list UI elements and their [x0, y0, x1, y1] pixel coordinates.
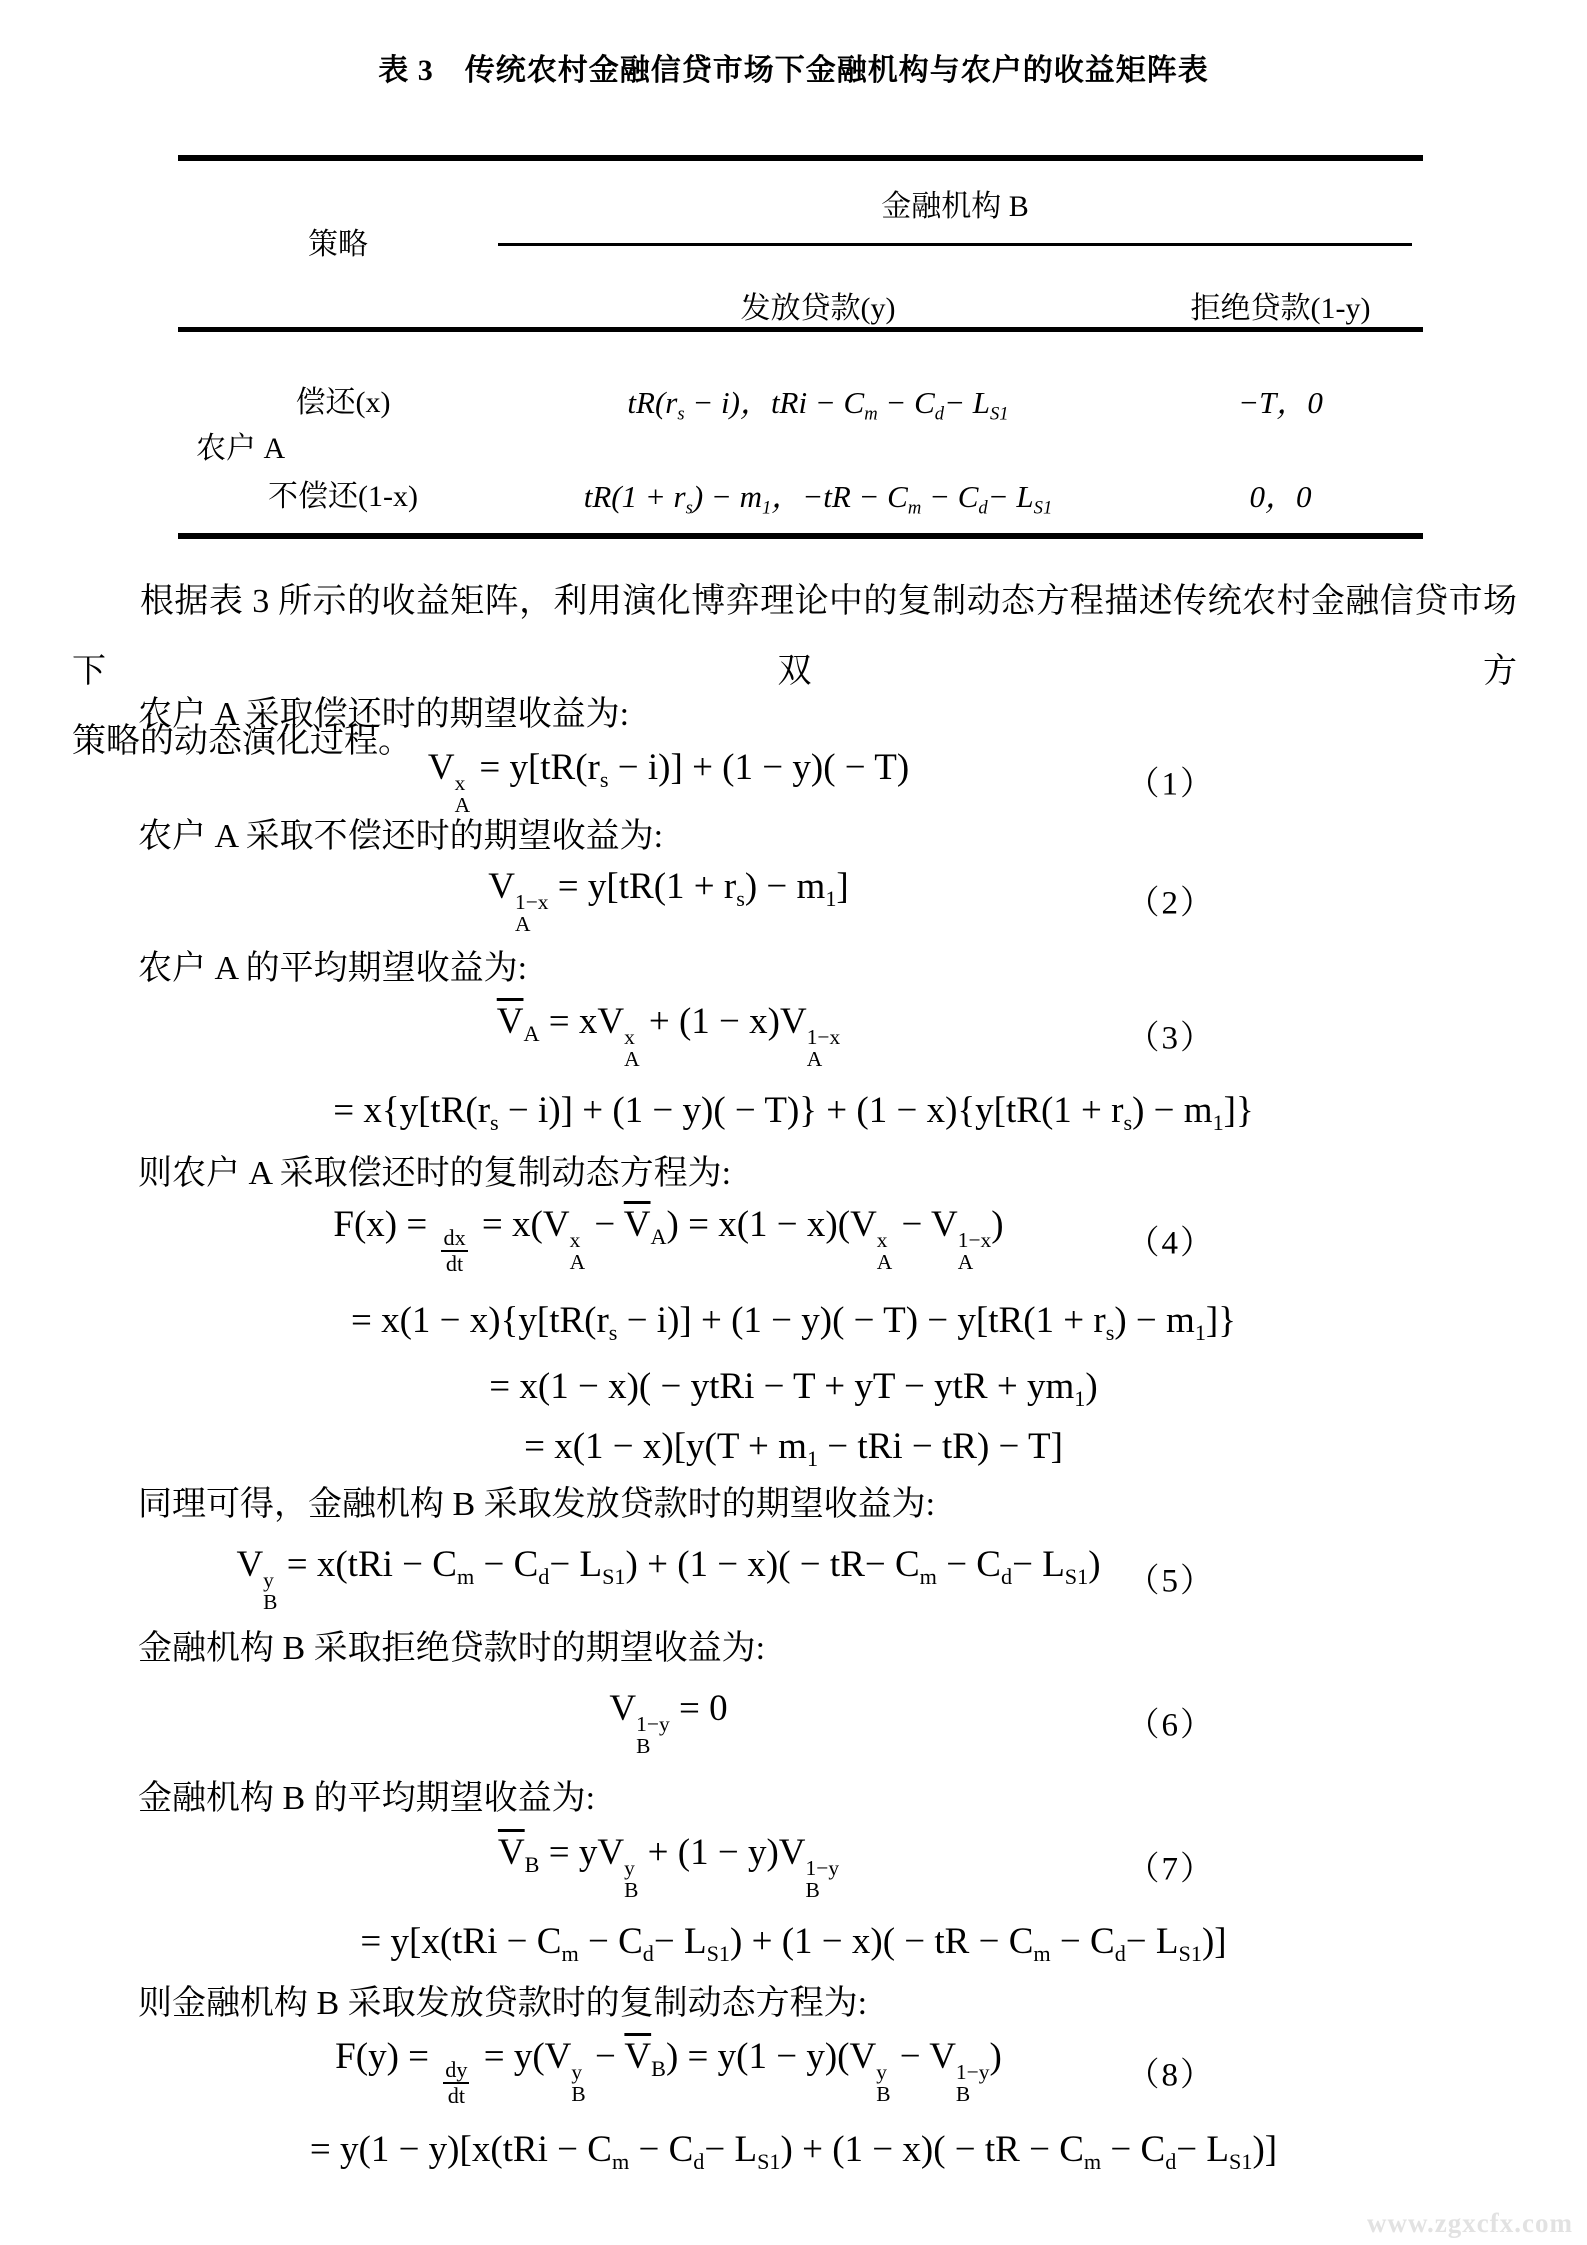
section-label-5: 同理可得，金融机构 B 采取发放贷款时的期望收益为: — [138, 1486, 936, 1523]
equation-6: V 1−y B = 0 （6） — [609, 1687, 1215, 1758]
table-rule-top — [178, 155, 1423, 161]
page-title: 表 3 传统农村金融信贷市场下金融机构与农户的收益矩阵表 — [378, 54, 1209, 87]
col-header-loan: 发放贷款(y) — [740, 292, 896, 325]
equation-3-number: （3） — [1126, 1020, 1215, 1057]
equation-4-continued-b: = x(1 − x)( − ytRi − T + yT − ytR + $ym_1$) — [489, 1365, 1098, 1411]
equation-3: $\overline{V}_A$ = xV x A + (1 − x)V 1−x A （3） — [496, 1000, 1215, 1071]
equation-7: $\overline{V}_B$ = yV y B + (1 − y)V 1−y B （7） — [497, 1831, 1215, 1902]
equation-4-number: （4） — [1126, 1225, 1215, 1262]
equation-8: F(y) = $\frac{dy}{dt}$ = y(V y B − $\overline{V}_B) = y(1 - y)(V$ y B − V 1−y B ) （8） — [335, 2035, 1215, 2109]
col-header-refuse: 拒绝贷款(1-y) — [1190, 292, 1371, 325]
section-label-2: 农户 A 采取不偿还时的期望收益为: — [138, 818, 664, 855]
section-label-4: 则农户 A 采取偿还时的复制动态方程为: — [138, 1155, 732, 1192]
section-label-7: 金融机构 B 的平均期望收益为: — [138, 1780, 596, 1817]
equation-3-continued: = $x\{y[tR(r_s - i)] + (1 - y)( - T)\} + (1 - x)\{y[tR(1 + r_s) - m_1]\}$ — [333, 1089, 1254, 1135]
equation-2: V 1−x A = $y[tR(1 + r_s) - m_1]$ （2） — [488, 865, 1215, 936]
section-label-1: 农户 A 采取偿还时的期望收益为: — [138, 696, 630, 733]
equation-8-continued: = $y(1 - y)[x(tRi - C_m - C_d- L_{S1}) + (1 - x)$( − tR − $C_m - C_d- L_{S1}$)] — [309, 2128, 1278, 2174]
table-rule-bottom — [178, 533, 1423, 539]
table-rule-mid — [178, 327, 1423, 332]
equation-8-number: （8） — [1126, 2057, 1215, 2094]
corner-label: 策略 — [308, 228, 368, 261]
equation-4-continued-a: = $x(1 - x)\{y[tR(r_s - i)] + (1 - y)( - T) - y[tR(1 + r_s) - m_1]\}$ — [350, 1299, 1236, 1345]
equation-4-continued-c: = $x(1 - x)[y(T + m_1$ − tRi − tR) − T] — [524, 1425, 1063, 1471]
watermark: www.zgxcfx.com — [1367, 2208, 1573, 2238]
equation-5-number: （5） — [1126, 1563, 1215, 1600]
equation-7-continued: = $y[x(tRi - C_m - C_d- L_{S1}) + (1 - x)$( − tR − $C_m - C_d- L_{S1}$)] — [360, 1920, 1227, 1966]
equation-2-number: （2） — [1126, 885, 1215, 922]
row-group-label: 农户 A — [196, 432, 286, 465]
col-group-label: 金融机构 B — [881, 190, 1029, 223]
table-rule-sub — [498, 243, 1412, 246]
payoff-table — [178, 155, 1423, 541]
row-label-default: 不偿还(1-x) — [268, 480, 418, 513]
equation-6-number: （6） — [1126, 1707, 1215, 1744]
section-label-3: 农户 A 的平均期望收益为: — [138, 950, 528, 987]
section-label-6: 金融机构 B 采取拒绝贷款时的期望收益为: — [138, 1630, 766, 1667]
payoff-default-refuse: 0，0 — [1249, 479, 1312, 514]
equation-4: F(x) = $\frac{dx}{dt}$ = x(V x A − $\overline{V}_A) = x(1 - x)(V$ x A − V 1−x A ) （4） — [333, 1203, 1215, 1277]
section-label-8: 则金融机构 B 采取发放贷款时的复制动态方程为: — [138, 1985, 868, 2022]
payoff-repay-refuse: −T，0 — [1238, 385, 1323, 420]
equation-7-number: （7） — [1126, 1851, 1215, 1888]
intro-line-2: 策略的动态演化过程。 — [72, 723, 412, 760]
intro-line-1: 根据表 3 所示的收益矩阵，利用演化博弈理论中的复制动态方程描述传统农村金融信贷市场下双方 — [72, 583, 1517, 690]
payoff-repay-loan: $tR(r_s - i)$，tRi − $C_m - C_d- L_{S1}$ — [627, 385, 1009, 425]
equation-1-number: （1） — [1126, 766, 1215, 803]
payoff-default-loan: $tR(1 + r_s) - m_1$，$-tR - C_m - C_d- L_{S1}$ — [583, 479, 1053, 519]
equation-5: V y B = $x(tRi - C_m - C_d- L_{S1}) + (1 - x)( - tR- C_m - C_d- L_{S1})$ （5） — [236, 1543, 1215, 1614]
equation-1: V x A = $y[tR(r_s - i)] + (1 - y)( - T)$ （1） — [427, 746, 1215, 817]
row-label-repay: 偿还(x) — [295, 386, 391, 419]
